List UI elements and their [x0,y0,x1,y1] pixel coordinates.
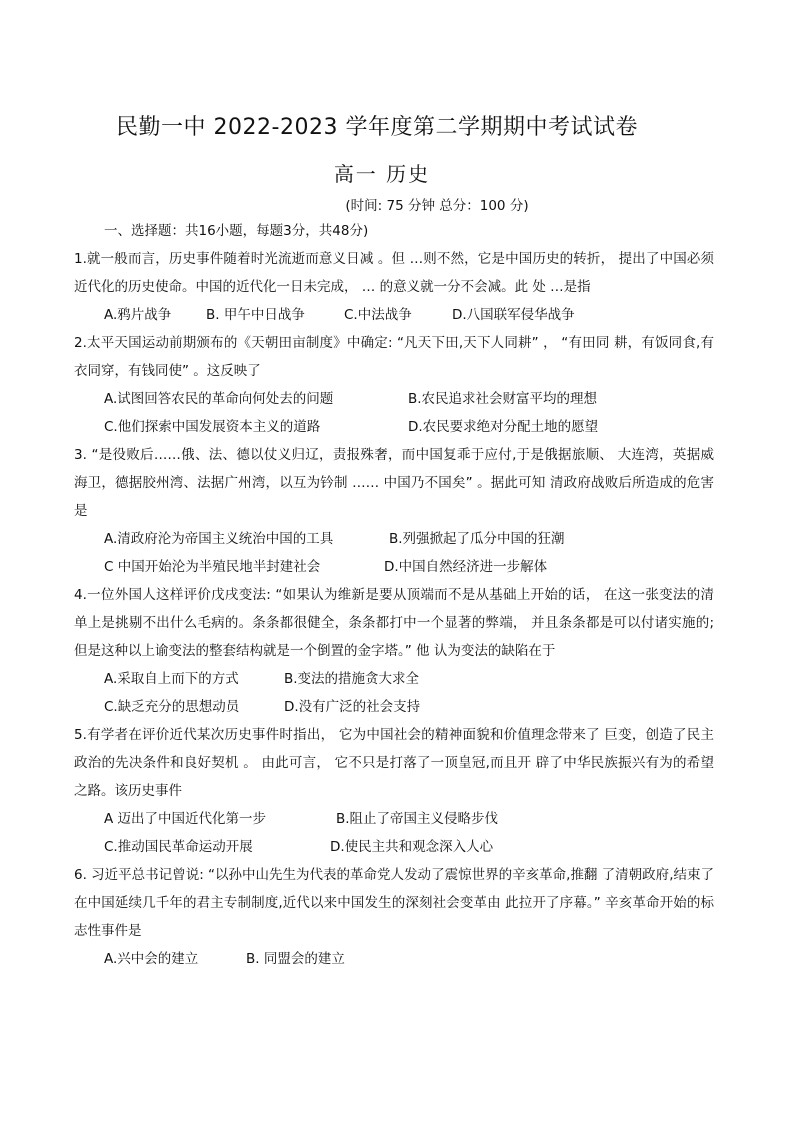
question-3 [74,441,714,581]
option-d: D.八国联军侵华战争 [452,307,575,323]
option-c: C.缺乏充分的思想动员 [104,699,240,715]
options-row [74,553,714,581]
option-d: D.没有广泛的社会支持 [284,699,421,715]
question-stem: 1.就一般而言，历史事件随着时光流逝而意义日减 。但 …则不然，它是中国历史的转折， 提出了中国必须近代化的历史使命。中国的近代化一日未完成， … 的意义就一分不会减。此 处 …是指 [74,251,714,295]
question-1 [74,245,714,329]
question-5 [74,721,714,861]
option-a: A.试图回答农民的革命向何处去的问题 [104,391,334,407]
options-row [74,385,714,413]
options-row [74,413,714,441]
option-c: C.中法战争 [344,307,412,323]
question-stem: 5.有学者在评价近代某次历史事件时指出， 它为中国社会的精神面貌和价值理念带来了 巨变，创造了民主政治的先决条件和良好契机 。 由此可言， 它不只是打落了一顶皇冠,而且开 辟了中华民族振兴有为的希望之路。该历史事件 [74,727,714,799]
exam-meta: (时间: 75 分钟 总分：100 分) [345,198,529,214]
question-stem: 6. 习近平总书记曾说: “以孙中山先生为代表的革命党人发动了震惊世界的辛亥革命,推翻 了清朝政府,结束了在中国延续几千年的君主专制制度,近代以来中国发生的深刻社会变革由 此拉开了序幕。” 辛亥革命开始的标志性事件是 [74,867,714,939]
option-b: B.变法的措施贪大求全 [284,671,420,687]
question-4 [74,581,714,721]
option-c: C 中国开始沦为半殖民地半封建社会 [104,559,321,575]
options-row [74,693,714,721]
question-stem: 4.一位外国人这样评价戊戌变法: “如果认为维新是要从顶端而不是从基础上开始的话， 在这一张变法的清单上是挑剔不出什么毛病的。条条都很健全，条条都打中一个显著的弊端， 并且条条都是可以付诸实施的;但是这种以上谕变法的整套结构就是一个倒置的金字塔。” 他 认为变法的缺陷在于 [74,587,714,659]
option-a: A.清政府沦为帝国主义统治中国的工具 [104,531,334,547]
option-d: D.使民主共和观念深入人心 [330,839,494,855]
option-b: B.农民追求社会财富平均的理想 [408,391,598,407]
option-b: B. 同盟会的建立 [246,951,345,967]
option-a: A 迈出了中国近代化第一步 [104,811,267,827]
option-c: C.推动国民革命运动开展 [104,839,253,855]
option-d: D.中国自然经济进一步解体 [384,559,548,575]
question-6 [74,861,714,973]
options-row [74,301,714,329]
exam-title: 民勤一中 2022-2023 学年度第二学期期中考试试卷 [116,115,638,140]
option-c: C.他们探索中国发展资本主义的道路 [104,419,321,435]
options-row [74,833,714,861]
option-a: A.鸦片战争 [104,307,172,323]
options-row [74,525,714,553]
exam-subtitle: 高一 历史 [333,162,431,186]
question-stem: 2.太平天国运动前期颁布的《天朝田亩制度》中确定: “凡天下田,天下人同耕” ， “有田同 耕，有饭同食,有衣同穿，有钱同使” 。这反映了 [74,335,714,379]
options-row [74,805,714,833]
option-b: B.列强掀起了瓜分中国的狂潮 [389,531,565,547]
option-d: D.农民要求绝对分配土地的愿望 [408,419,599,435]
option-b: B. 甲午中日战争 [206,307,305,323]
question-2 [74,329,714,441]
options-row [74,665,714,693]
option-a: A.兴中会的建立 [104,951,199,967]
questions-list [74,245,714,973]
section-heading: 一、选择题：共16小题，每题3分，共48分) [104,223,369,239]
options-row [74,945,714,973]
question-stem: 3. “是役败后……俄、法、德以仗义归辽，责报殊奢，而中国复乖于应付,于是俄据旅顺、 大连湾，英据威海卫，德据胶州湾、法据广州湾，以互为钤制 …… 中国乃不国矣” 。据此可知 清政府战败后所造成的危害是 [74,447,714,519]
option-a: A.采取自上而下的方式 [104,671,239,687]
option-b: B.阻止了帝国主义侵略步伐 [336,811,499,827]
